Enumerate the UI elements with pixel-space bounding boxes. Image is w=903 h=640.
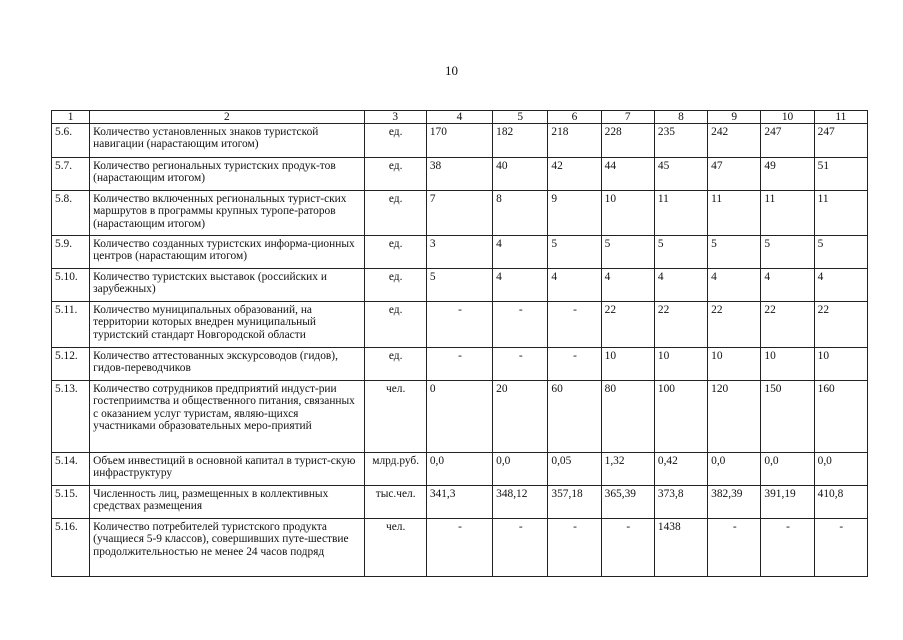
value-cell: 242 [708, 124, 761, 158]
value-cell: 10 [654, 348, 707, 381]
table-row [52, 158, 868, 191]
indicators-table [51, 110, 868, 577]
table-header-row [52, 111, 868, 124]
value-cell: 22 [814, 302, 867, 348]
value-cell: 9 [548, 191, 601, 236]
column-header-2: 2 [90, 111, 364, 124]
indicator-name: Объем инвестиций в основной капитал в турист-скую инфраструктуру [90, 453, 364, 486]
row-number: 5.11. [52, 302, 90, 348]
value-cell: - [426, 302, 492, 348]
table-body [52, 124, 868, 577]
unit-cell: млрд.руб. [364, 453, 426, 486]
value-cell: 3 [426, 236, 492, 269]
value-cell: 4 [601, 269, 654, 302]
value-cell: 1438 [654, 519, 707, 577]
value-cell: 47 [708, 158, 761, 191]
value-cell: 170 [426, 124, 492, 158]
column-header-1: 1 [52, 111, 90, 124]
value-cell: 11 [708, 191, 761, 236]
value-cell: 100 [654, 381, 707, 453]
indicator-name: Численность лиц, размещенных в коллективных средствах размещения [90, 486, 364, 519]
value-cell: 218 [548, 124, 601, 158]
column-header-4: 4 [426, 111, 492, 124]
value-cell: 4 [493, 269, 548, 302]
value-cell: 42 [548, 158, 601, 191]
value-cell: 391,19 [761, 486, 814, 519]
value-cell: 228 [601, 124, 654, 158]
table-row [52, 269, 868, 302]
indicator-name: Количество муниципальных образований, на территории которых внедрен муниципальный туристский стандарт Новгородской области [90, 302, 364, 348]
row-number: 5.16. [52, 519, 90, 577]
value-cell: 0,05 [548, 453, 601, 486]
value-cell: 410,8 [814, 486, 867, 519]
indicator-name: Количество сотрудников предприятий индуст-рии гостеприимства и общественного питания, связанных с оказанием услуг туристам, являю-щихся участниками образовательных меро-приятий [90, 381, 364, 453]
indicator-name: Количество установленных знаков туристской навигации (нарастающим итогом) [90, 124, 364, 158]
column-header-5: 5 [493, 111, 548, 124]
row-number: 5.10. [52, 269, 90, 302]
value-cell: 49 [761, 158, 814, 191]
value-cell: 45 [654, 158, 707, 191]
value-cell: - [548, 302, 601, 348]
value-cell: 5 [601, 236, 654, 269]
value-cell: 22 [708, 302, 761, 348]
value-cell: 1,32 [601, 453, 654, 486]
value-cell: - [426, 348, 492, 381]
value-cell: 40 [493, 158, 548, 191]
table-row [52, 381, 868, 453]
value-cell: 5 [654, 236, 707, 269]
unit-cell: ед. [364, 236, 426, 269]
indicator-name: Количество региональных туристских продук-тов (нарастающим итогом) [90, 158, 364, 191]
value-cell: 0,0 [761, 453, 814, 486]
value-cell: 7 [426, 191, 492, 236]
value-cell: 0,0 [493, 453, 548, 486]
value-cell: - [548, 519, 601, 577]
table-row [52, 124, 868, 158]
value-cell: - [548, 348, 601, 381]
value-cell: 0 [426, 381, 492, 453]
value-cell: 22 [654, 302, 707, 348]
value-cell: - [493, 519, 548, 577]
indicator-name: Количество включенных региональных турист-ских маршрутов в программы крупных туропе-раторов (нарастающим итогом) [90, 191, 364, 236]
unit-cell: ед. [364, 191, 426, 236]
column-header-3: 3 [364, 111, 426, 124]
value-cell: 4 [708, 269, 761, 302]
value-cell: 5 [761, 236, 814, 269]
value-cell: 5 [708, 236, 761, 269]
table-row [52, 453, 868, 486]
value-cell: 4 [548, 269, 601, 302]
value-cell: 5 [548, 236, 601, 269]
value-cell: 10 [761, 348, 814, 381]
value-cell: 357,18 [548, 486, 601, 519]
value-cell: 10 [708, 348, 761, 381]
table-row [52, 236, 868, 269]
value-cell: 247 [814, 124, 867, 158]
value-cell: 341,3 [426, 486, 492, 519]
table-row [52, 486, 868, 519]
column-header-10: 10 [761, 111, 814, 124]
row-number: 5.12. [52, 348, 90, 381]
value-cell: 235 [654, 124, 707, 158]
value-cell: 8 [493, 191, 548, 236]
page-number: 10 [445, 63, 458, 78]
value-cell: 5 [426, 269, 492, 302]
value-cell: 365,39 [601, 486, 654, 519]
unit-cell: чел. [364, 381, 426, 453]
table-row [52, 348, 868, 381]
column-header-9: 9 [708, 111, 761, 124]
column-header-8: 8 [654, 111, 707, 124]
value-cell: 0,0 [426, 453, 492, 486]
value-cell: 4 [654, 269, 707, 302]
unit-cell: ед. [364, 124, 426, 158]
value-cell: 10 [814, 348, 867, 381]
value-cell: 120 [708, 381, 761, 453]
row-number: 5.8. [52, 191, 90, 236]
unit-cell: ед. [364, 348, 426, 381]
row-number: 5.6. [52, 124, 90, 158]
value-cell: 10 [601, 191, 654, 236]
value-cell: 0,0 [708, 453, 761, 486]
row-number: 5.7. [52, 158, 90, 191]
unit-cell: ед. [364, 302, 426, 348]
indicator-name: Количество туристских выставок (российских и зарубежных) [90, 269, 364, 302]
column-header-6: 6 [548, 111, 601, 124]
value-cell: 38 [426, 158, 492, 191]
value-cell: 4 [493, 236, 548, 269]
indicator-name: Количество потребителей туристского продукта (учащиеся 5-9 классов), совершивших путе-шествие продолжительностью не менее 24 часов подряд [90, 519, 364, 577]
value-cell: - [708, 519, 761, 577]
row-number: 5.14. [52, 453, 90, 486]
row-number: 5.13. [52, 381, 90, 453]
value-cell: 4 [814, 269, 867, 302]
row-number: 5.15. [52, 486, 90, 519]
value-cell: 182 [493, 124, 548, 158]
value-cell: 160 [814, 381, 867, 453]
value-cell: 20 [493, 381, 548, 453]
value-cell: 150 [761, 381, 814, 453]
value-cell: 373,8 [654, 486, 707, 519]
value-cell: 10 [601, 348, 654, 381]
value-cell: 60 [548, 381, 601, 453]
value-cell: 247 [761, 124, 814, 158]
unit-cell: ед. [364, 158, 426, 191]
column-header-11: 11 [814, 111, 867, 124]
value-cell: 382,39 [708, 486, 761, 519]
value-cell: 22 [761, 302, 814, 348]
value-cell: 11 [814, 191, 867, 236]
value-cell: - [761, 519, 814, 577]
indicator-name: Количество аттестованных экскурсоводов (гидов), гидов-переводчиков [90, 348, 364, 381]
value-cell: 80 [601, 381, 654, 453]
value-cell: 5 [814, 236, 867, 269]
value-cell: 11 [761, 191, 814, 236]
value-cell: - [426, 519, 492, 577]
value-cell: 0,0 [814, 453, 867, 486]
unit-cell: ед. [364, 269, 426, 302]
unit-cell: чел. [364, 519, 426, 577]
value-cell: 51 [814, 158, 867, 191]
indicator-name: Количество созданных туристских информа-ционных центров (нарастающим итогом) [90, 236, 364, 269]
table-row [52, 191, 868, 236]
column-header-7: 7 [601, 111, 654, 124]
unit-cell: тыс.чел. [364, 486, 426, 519]
value-cell: - [493, 348, 548, 381]
value-cell: 348,12 [493, 486, 548, 519]
value-cell: - [814, 519, 867, 577]
row-number: 5.9. [52, 236, 90, 269]
table-row [52, 302, 868, 348]
value-cell: 0,42 [654, 453, 707, 486]
value-cell: 11 [654, 191, 707, 236]
value-cell: - [601, 519, 654, 577]
value-cell: 22 [601, 302, 654, 348]
value-cell: - [493, 302, 548, 348]
value-cell: 44 [601, 158, 654, 191]
table-row [52, 519, 868, 577]
value-cell: 4 [761, 269, 814, 302]
